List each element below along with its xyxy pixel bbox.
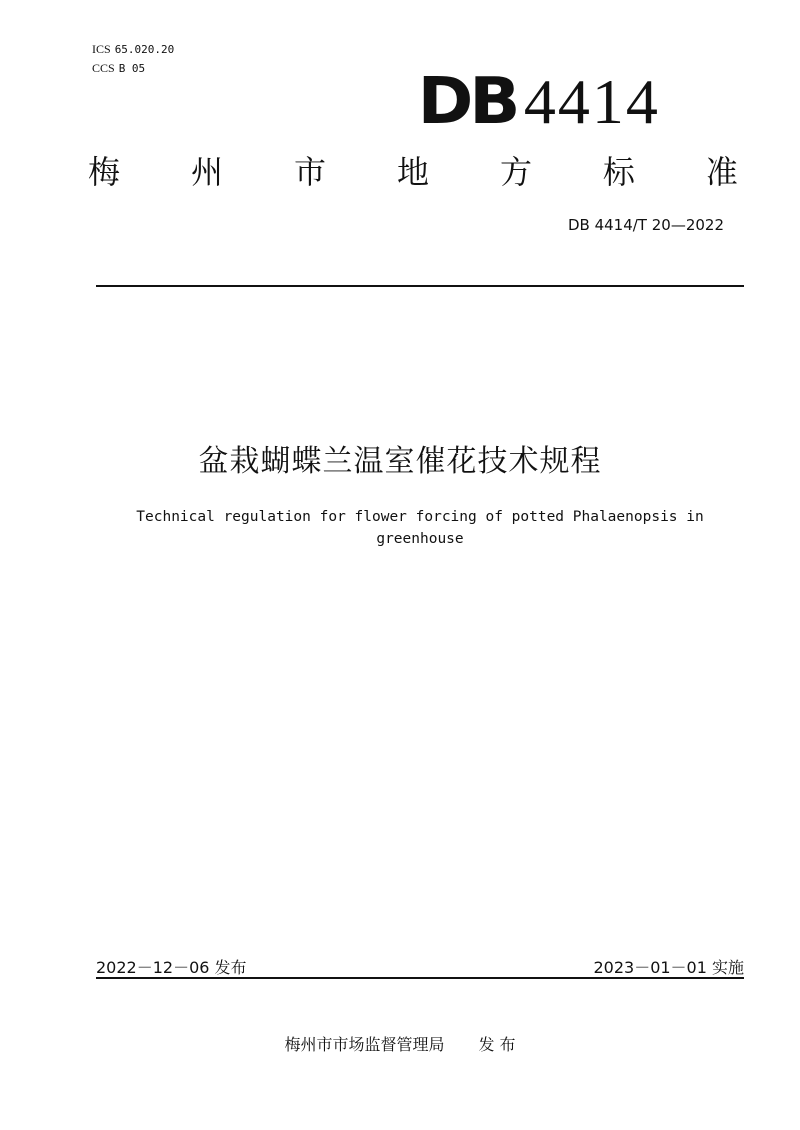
- classification-block: [92, 40, 174, 78]
- issuer-action: 发 布: [478, 1035, 516, 1054]
- issuer-line: [0, 1032, 800, 1055]
- standard-code: DB 4414/T 20—2022: [567, 216, 724, 234]
- standard-type-char: 准: [705, 153, 738, 191]
- standard-type-char: 地: [396, 153, 429, 191]
- standard-type-char: 标: [602, 153, 635, 191]
- issuer-name: 梅州市市场监督管理局: [284, 1035, 445, 1054]
- ics-line: [92, 40, 174, 59]
- ccs-line: [92, 59, 174, 78]
- standard-type-char: 州: [190, 153, 223, 191]
- bottom-divider: [96, 977, 744, 979]
- ics-value: 65.020.20: [114, 43, 175, 56]
- document-title-english: Technical regulation for flower forcing of potted Phalaenopsis in greenhouse: [136, 509, 704, 547]
- standard-type-char: 梅: [88, 153, 121, 191]
- ccs-label: CCS: [92, 61, 115, 75]
- publish-date: 2022－12－06 发布: [96, 958, 247, 977]
- standard-type-heading: [88, 152, 738, 192]
- db-logo: [417, 62, 660, 139]
- db-logo-prefix: DB: [417, 65, 517, 139]
- ics-label: ICS: [92, 42, 111, 56]
- document-title-chinese: 盆栽蝴蝶兰温室催花技术规程: [198, 444, 602, 479]
- db-logo-number: 4414: [523, 66, 660, 137]
- implementation-date: 2023－01－01 实施: [593, 958, 744, 977]
- standard-type-char: 市: [293, 153, 326, 191]
- top-divider: [96, 285, 744, 287]
- ccs-value: B 05: [118, 62, 146, 75]
- standard-type-char: 方: [499, 153, 532, 191]
